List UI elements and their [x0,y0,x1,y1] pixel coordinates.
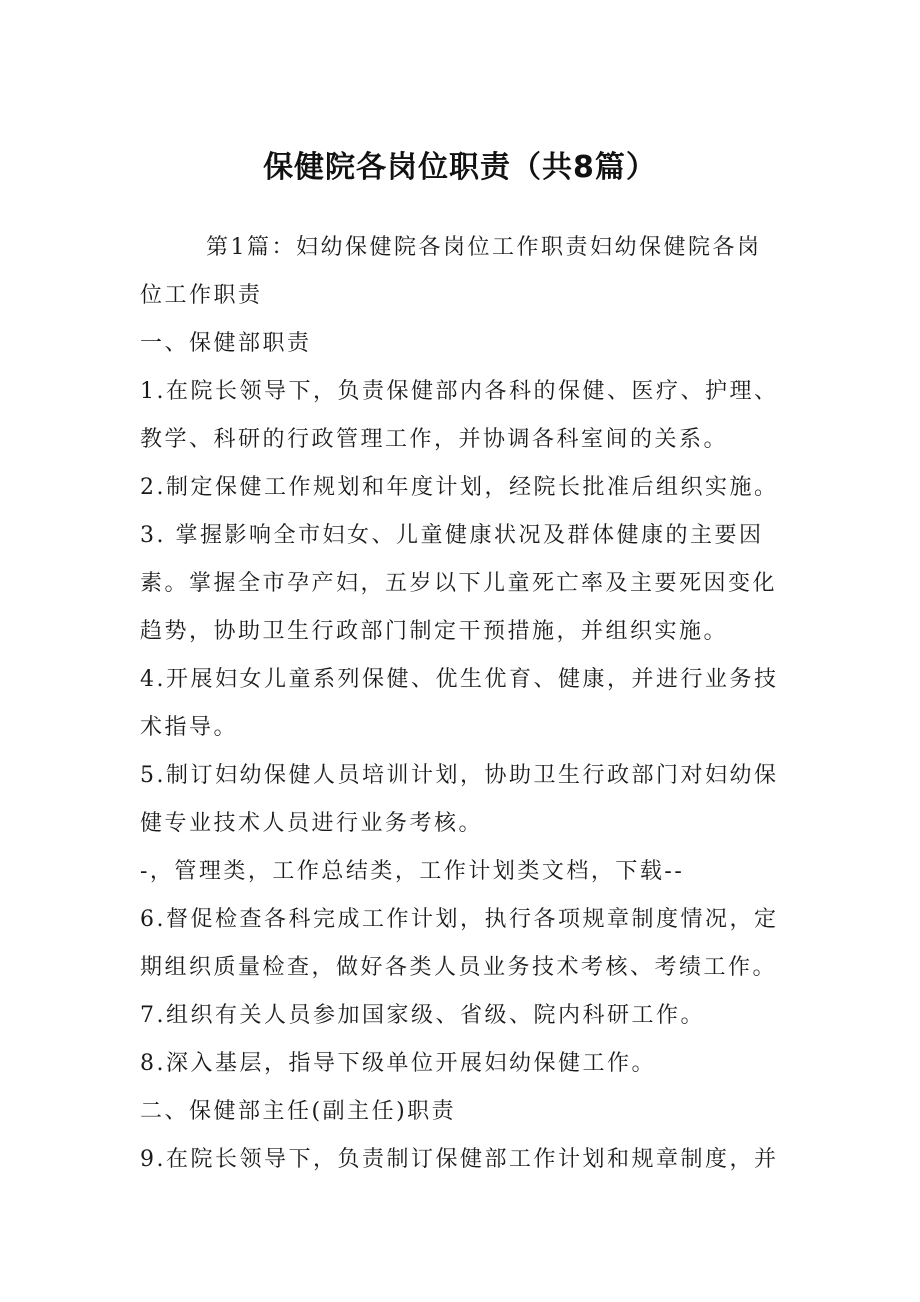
item-9-line-1: 9.在院长领导下，负责制订保健部工作计划和规章制度，并 [140,1147,779,1172]
section-heading-2: 二、保健部主任(副主任)职责 [140,1099,457,1124]
item-1-line-1: 1.在院长领导下，负责保健部内各科的保健、医疗、护理、 [140,379,779,404]
item-6-line-2: 期组织质量检查，做好各类人员业务技术考核、考绩工作。 [140,955,778,980]
item-6-line-1: 6.督促检查各科完成工作计划，执行各项规章制度情况，定 [140,907,779,932]
item-4-line-2: 术指导。 [140,715,239,740]
section-heading-1: 一、保健部职责 [140,331,312,356]
item-5-line-1: 5.制订妇幼保健人员培训计划，协助卫生行政部门对妇幼保 [140,763,779,788]
item-2-line-1: 2.制定保健工作规划和年度计划，经院长批准后组织实施。 [140,475,779,500]
item-5-line-2: 健专业技术人员进行业务考核。 [140,811,484,836]
item-3-line-3: 趋势，协助卫生行政部门制定干预措施，并组织实施。 [140,619,729,644]
item-3-line-2: 素。掌握全市孕产妇，五岁以下儿童死亡率及主要死因变化 [140,571,778,596]
paragraph-intro-line-1: 第1篇：妇幼保健院各岗位工作职责妇幼保健院各岗 [206,235,762,260]
document-title: 保健院各岗位职责（共8篇） [263,150,657,185]
item-3-line-1: 3. 掌握影响全市妇女、儿童健康状况及群体健康的主要因 [140,523,764,548]
item-1-line-2: 教学、科研的行政管理工作，并协调各科室间的关系。 [140,427,729,452]
item-8-line-1: 8.深入基层，指导下级单位开展妇幼保健工作。 [140,1051,656,1076]
download-note: -，管理类，工作总结类，工作计划类文档，下载-- [140,859,685,884]
item-7-line-1: 7.组织有关人员参加国家级、省级、院内科研工作。 [140,1003,705,1028]
item-4-line-1: 4.开展妇女儿童系列保健、优生优育、健康，并进行业务技 [140,667,779,692]
document-body [140,224,800,1184]
paragraph-intro-line-2: 位工作职责 [140,283,263,308]
